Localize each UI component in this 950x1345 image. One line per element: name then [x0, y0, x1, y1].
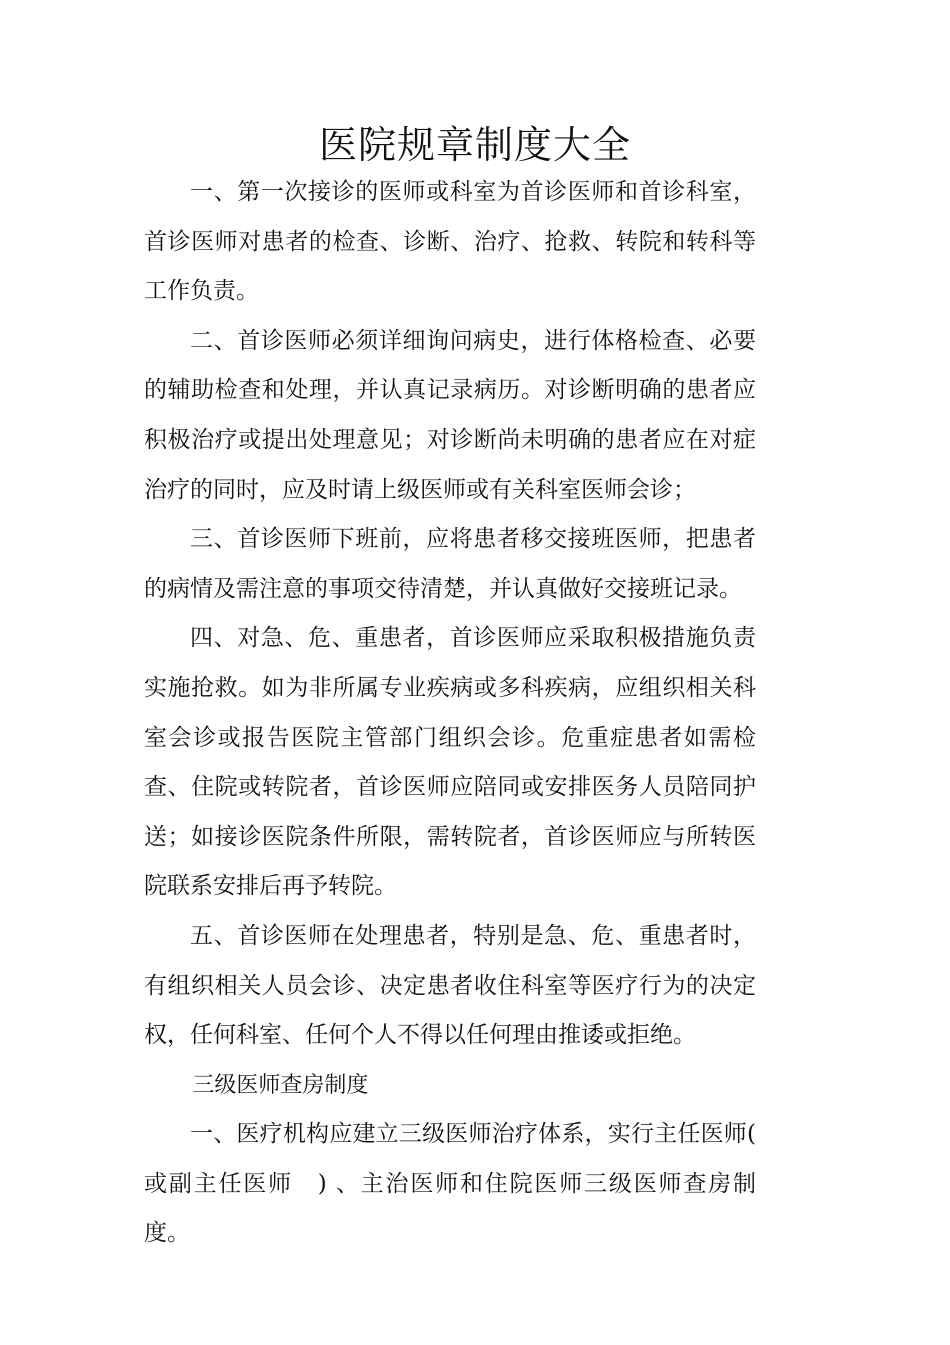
paragraph-4: 四、对急、危、重患者，首诊医师应采取积极措施负责实施抢救。如为非所属专业疾病或多科疾病，应组织相关科室会诊或报告医院主管部门组织会诊。危重症患者如需检查、住院或转院者，首诊医师应陪同或安排医务人员陪同护送；如接诊医院条件所限，需转院者，首诊医师应与所转医院联系安排后再予转院。: [144, 625, 756, 900]
paragraph-1: 一、第一次接诊的医师或科室为首诊医师和首诊科室，首诊医师对患者的检查、诊断、治疗、抢救、转院和转科等工作负责。: [144, 179, 756, 305]
document-body: [144, 168, 756, 1259]
paragraph-2: 二、首诊医师必须详细询问病史，进行体格检查、必要的辅助检查和处理，并认真记录病历。对诊断明确的患者应积极治疗或提出处理意见；对诊断尚未明确的患者应在对症治疗的同时，应及时请上级医师或有关科室医师会诊；: [144, 327, 756, 503]
section-heading: 三级医师查房制度: [192, 1072, 369, 1098]
paragraph-5: 五、首诊医师在处理患者，特别是急、危、重患者时，有组织相关人员会诊、决定患者收住科室等医疗行为的决定权，任何科室、任何个人不得以任何理由推诿或拒绝。: [144, 922, 756, 1049]
paragraph-3: 三、首诊医师下班前，应将患者移交接班医师，把患者的病情及需注意的事项交待清楚，并认真做好交接班记录。: [144, 526, 756, 602]
document-title: 医院规章制度大全: [318, 123, 631, 167]
section-paragraph-1: 一、医疗机构应建立三级医师治疗体系，实行主任医师( 或副主任医师 ) 、主治医师和住院医师三级医师查房制度。: [144, 1121, 756, 1247]
